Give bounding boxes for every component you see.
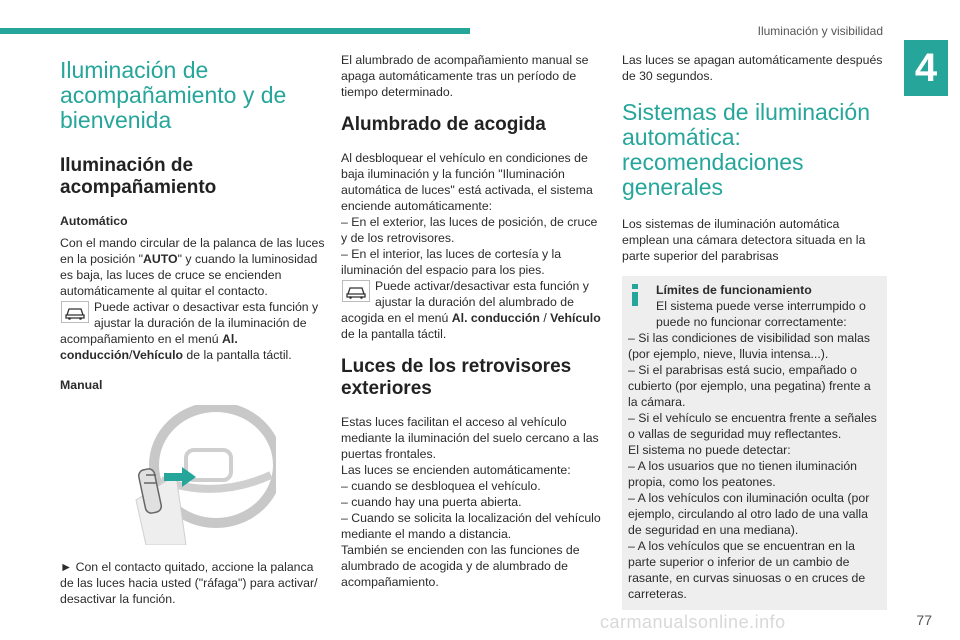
- heading-sistemas: Sistemas de iluminación automática: recomendaciones generales: [622, 99, 871, 200]
- watermark: carmanualsonline.info: [600, 612, 786, 632]
- list-item: – A los vehículos con iluminación oculta (por ejemplo, circulando al otro lado de una valla de seguridad en una mediana).: [628, 491, 870, 537]
- column-3: [622, 52, 887, 610]
- info-box: [622, 276, 887, 610]
- list-item: – Cuando se solicita la localización del vehículo mediante el mando a distancia.: [341, 511, 601, 541]
- subheading-manual: Manual: [60, 378, 103, 392]
- column-2: [341, 52, 605, 590]
- chapter-badge: 4: [904, 40, 948, 96]
- paragraph-acogida-menu: Puede activar/desactivar esta función y ajustar la duración del alumbrado de acogida en el menú Al. conducción / Vehículo de la pantalla táctil.: [341, 279, 601, 341]
- column-1: [60, 52, 328, 607]
- section-title: Iluminación y visibilidad: [757, 24, 883, 38]
- page-title: Iluminación de acompañamiento y de bienvenida: [60, 57, 287, 133]
- info-icon: [632, 284, 638, 306]
- car-settings-icon: [341, 278, 371, 304]
- heading-acogida: Alumbrado de acogida: [341, 114, 546, 135]
- paragraph-acogida: Al desbloquear el vehículo en condiciones de baja iluminación y la función "Iluminación automática de luces" está activada, el sistema enciende automáticamente:: [341, 151, 593, 213]
- info-title: Límites de funcionamiento: [656, 283, 812, 297]
- list-item: – Si las condiciones de visibilidad son malas (por ejemplo, nieve, lluvia intensa...).: [628, 331, 870, 361]
- steering-wheel-lever-illustration: [116, 405, 276, 545]
- subheading-automatico: Automático: [60, 214, 128, 228]
- paragraph-retrovisores-extra: También se encienden con las funciones de alumbrado de acogida y de alumbrado de acompañamiento.: [341, 543, 580, 589]
- list-item: – cuando se desbloquea el vehículo.: [341, 479, 541, 493]
- paragraph-sistemas: Los sistemas de iluminación automática emplean una cámara detectora situada en la parte superior del parabrisas: [622, 217, 866, 263]
- car-settings-icon: [60, 299, 90, 325]
- paragraph-manual-off: El alumbrado de acompañamiento manual se apaga automáticamente tras un período de tiempo determinado.: [341, 53, 589, 99]
- paragraph-off-30s: Las luces se apagan automáticamente después de 30 segundos.: [622, 53, 883, 83]
- list-item: – cuando hay una puerta abierta.: [341, 495, 522, 509]
- info-paragraph: El sistema puede verse interrumpido o puede no funcionar correctamente:: [656, 299, 866, 329]
- header-accent-bar: [0, 28, 470, 34]
- heading-retrovisores: Luces de los retrovisores exteriores: [341, 356, 572, 399]
- paragraph-retrovisores: Estas luces facilitan el acceso al vehículo mediante la iluminación del suelo cercano a las puertas frontales.: [341, 415, 599, 461]
- paragraph-retrovisores-auto: Las luces se encienden automáticamente:: [341, 463, 571, 477]
- list-item: – En el interior, las luces de cortesía y la iluminación del espacio para los pies.: [341, 247, 562, 277]
- info-paragraph: El sistema no puede detectar:: [628, 443, 791, 457]
- paragraph-auto-menu: Puede activar o desactivar esta función y ajustar la duración de la iluminación de acompañamiento en el menú Al. conducción/Vehículo de la pantalla táctil.: [60, 300, 319, 362]
- list-item: – Si el vehículo se encuentra frente a señales o vallas de seguridad muy reflectantes.: [628, 411, 877, 441]
- list-item: – A los usuarios que no tienen iluminación propia, como los peatones.: [628, 459, 858, 489]
- paragraph-auto: Con el mando circular de la palanca de las luces en la posición "AUTO" y cuando la luminosidad es baja, las luces de cruce se encienden automáticamente al quitar el contacto.: [60, 236, 325, 298]
- paragraph-manual: ► Con el contacto quitado, accione la palanca de las luces hacia usted ("ráfaga") para activar/ desactivar la función.: [60, 560, 318, 606]
- heading-acompanamiento: Iluminación de acompañamiento: [60, 155, 217, 198]
- list-item: – Si el parabrisas está sucio, empañado o cubierto (por ejemplo, una pegatina) frente a la cámara.: [628, 363, 871, 409]
- list-item: – En el exterior, las luces de posición, de cruce y de los retrovisores.: [341, 215, 598, 245]
- list-item: – A los vehículos que se encuentran en la parte superior o inferior de un cambio de rasante, en curvas sinuosas o en cruces de carreteras.: [628, 539, 866, 601]
- page-number: 77: [916, 612, 932, 628]
